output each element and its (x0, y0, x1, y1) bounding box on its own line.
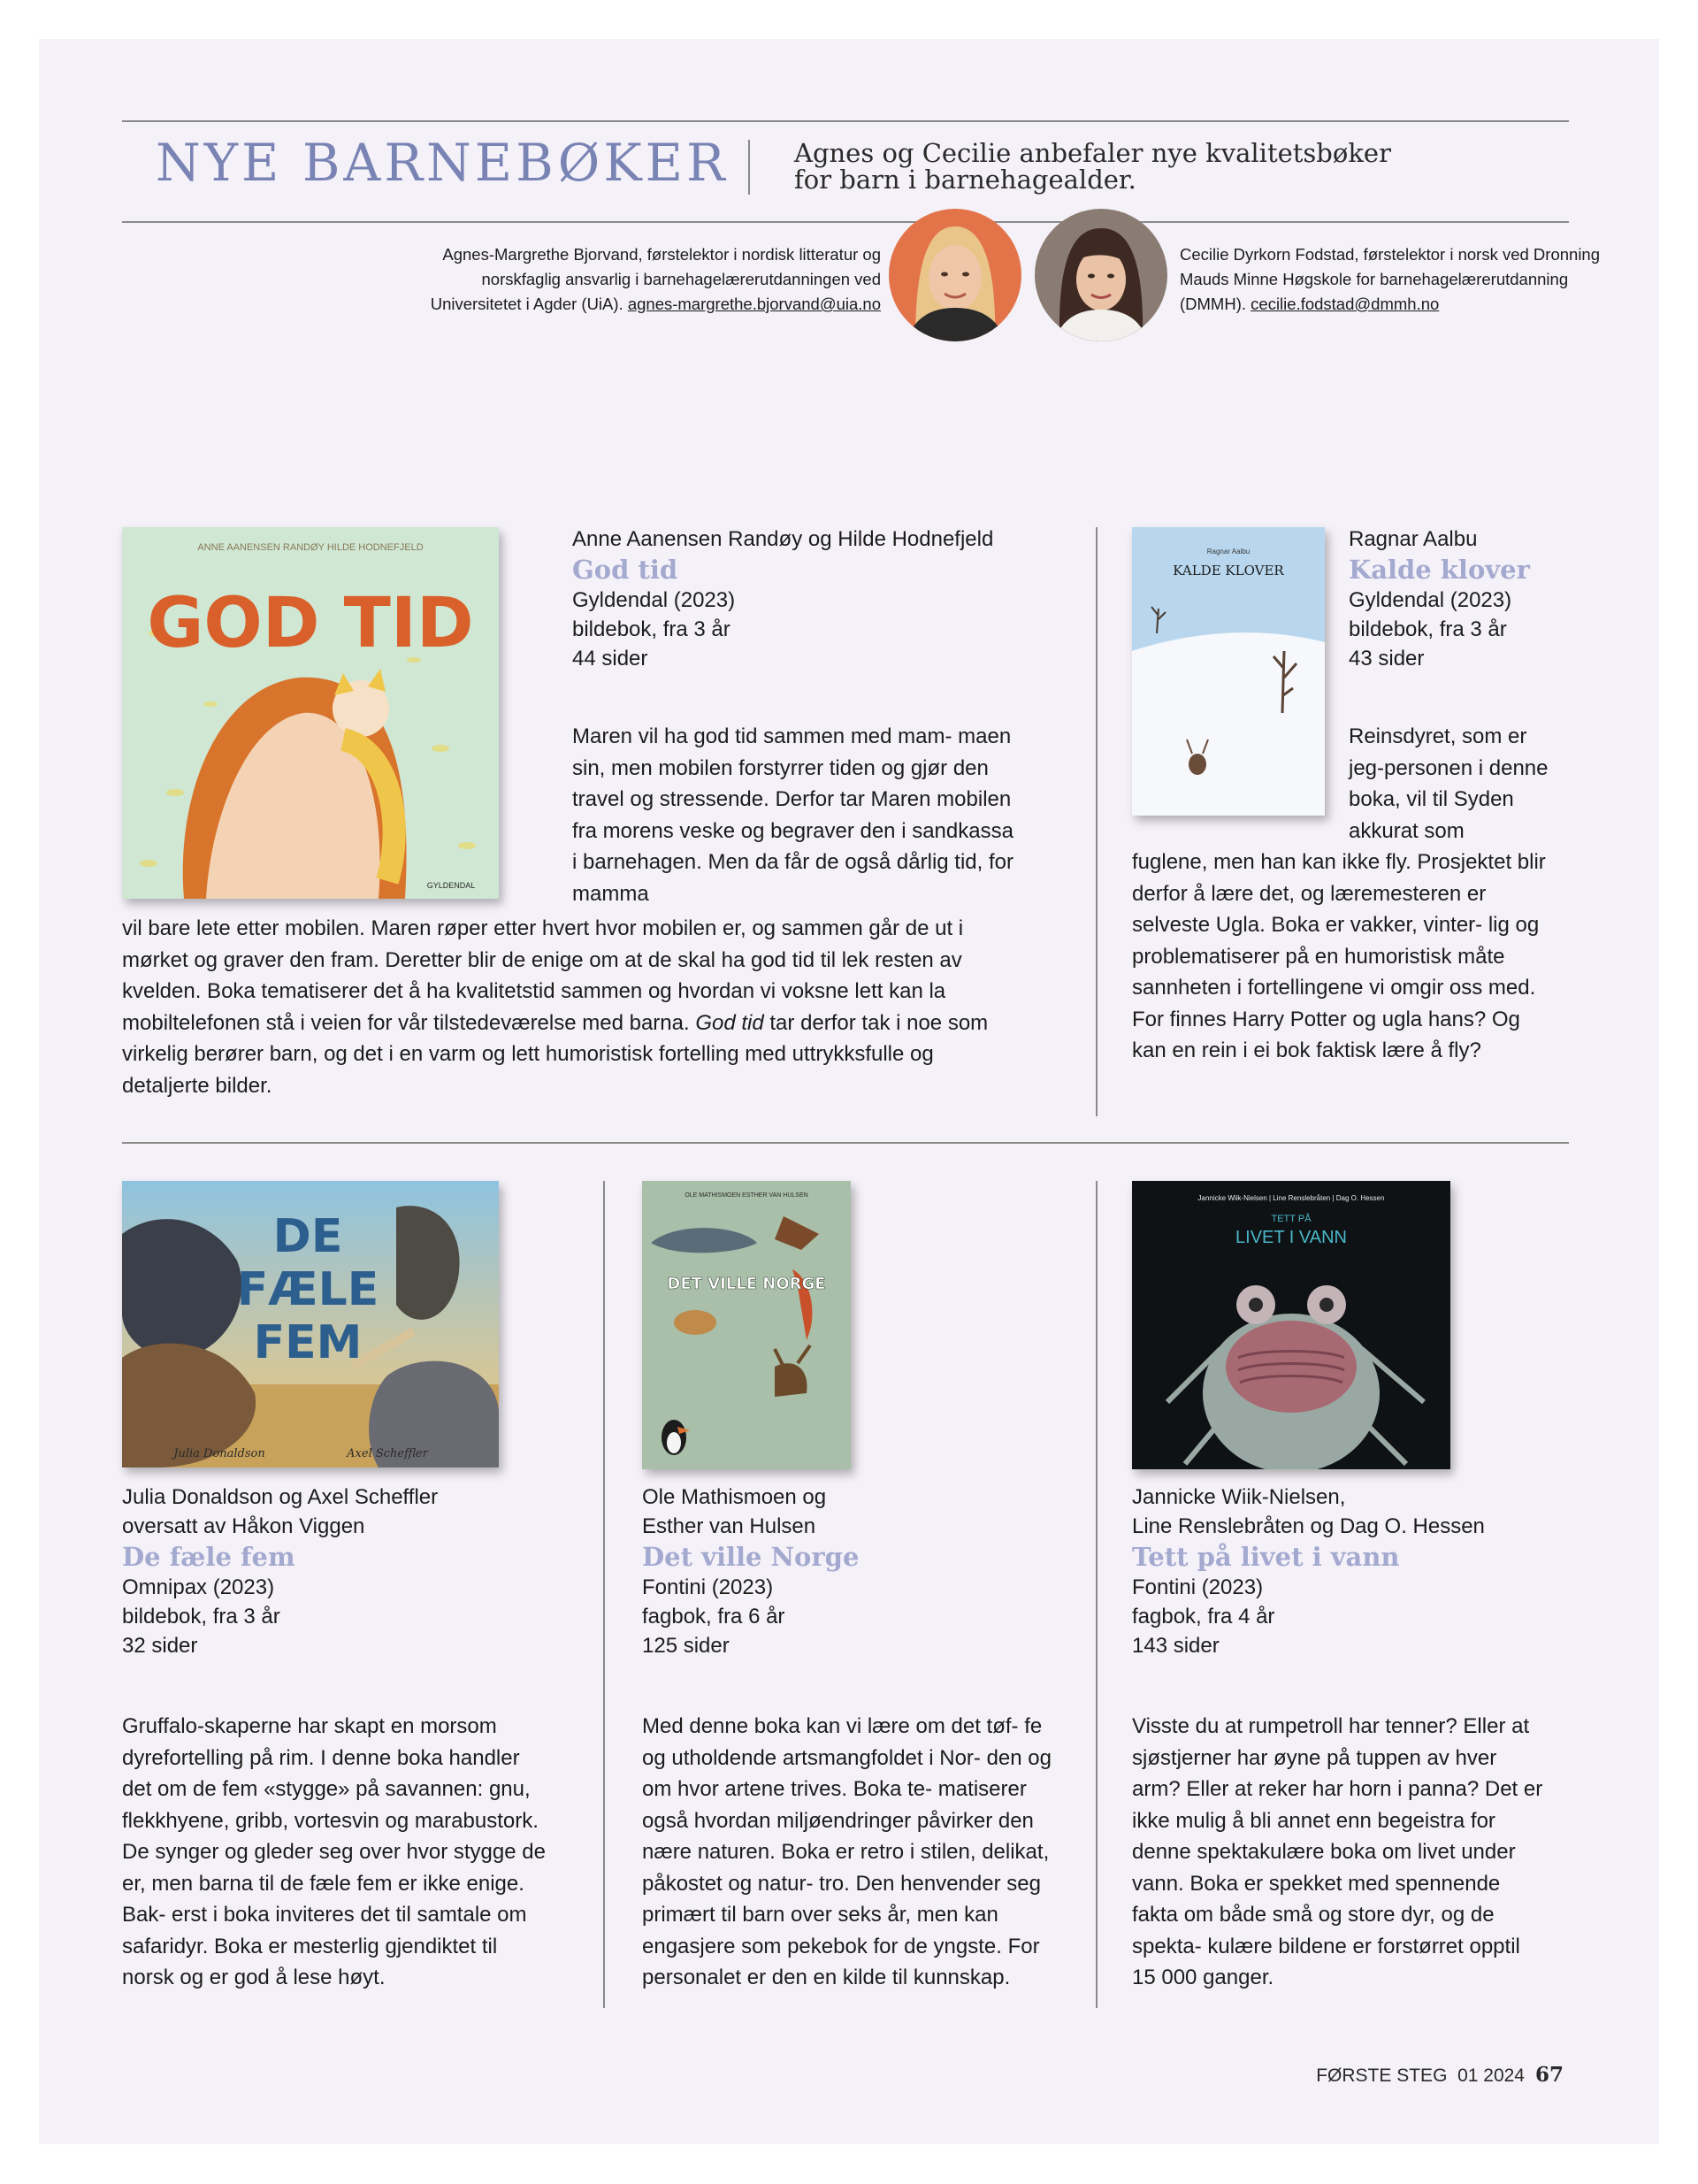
author-byline-cecilie (1180, 242, 1604, 317)
column-divider-left (603, 1181, 605, 2008)
book-type: bildebok, fra 3 år (122, 1605, 280, 1628)
header-divider (748, 140, 750, 195)
book-publisher: Fontini (2023) (642, 1575, 774, 1599)
book-publisher: Gyldendal (2023) (572, 588, 736, 612)
book-title: Det ville Norge (642, 1542, 860, 1572)
book-cover-god-tid (122, 527, 499, 899)
review-text-end: tar derfor tak i noe som virkelig berører barn, og det i en varm og lett humoristisk fortelling med uttrykksfulle og detaljerte bilder. (122, 1010, 989, 1098)
page-title: NYE BARNEBØKER (156, 133, 729, 193)
book-title: De fæle fem (122, 1542, 295, 1572)
book-pages: 143 sider (1132, 1634, 1220, 1658)
book-type: fagbok, fra 6 år (642, 1605, 785, 1628)
cover-subtitle: TETT PÅ (1271, 1214, 1312, 1224)
book-title: God tid (572, 555, 678, 585)
header-bottom-rule (122, 221, 1569, 223)
book-meta-det-ville-norge (642, 1483, 1067, 1660)
book-authors: Julia Donaldson og Axel Scheffler oversatt av Håkon Viggen (122, 1485, 439, 1538)
book-cover-tett-pa-livet-i-vann (1132, 1181, 1450, 1469)
book-meta-god-tid (572, 525, 1032, 673)
author-byline-agnes (389, 242, 881, 317)
page-number: 67 (1534, 2063, 1564, 2087)
author-email-link[interactable]: cecilie.fodstad@dmmh.no (1251, 295, 1440, 313)
author-email-link[interactable]: agnes-margrethe.bjorvand@uia.no (627, 295, 881, 313)
book-type: fagbok, fra 4 år (1132, 1605, 1275, 1628)
cover-title-line: DE (272, 1210, 343, 1263)
author-portrait-cecilie (1035, 209, 1167, 341)
review-italic-title: God tid (695, 1010, 764, 1035)
page-subtitle: Agnes og Cecilie anbefaler nye kvalitetsbøker for barn i barnehagealder. (794, 138, 1391, 195)
cover-author: Ragnar Aalbu (1206, 548, 1251, 556)
book-meta-kalde-klover (1349, 525, 1579, 673)
section-divider (122, 1142, 1569, 1144)
book-publisher: Fontini (2023) (1132, 1575, 1264, 1599)
cover-author-right: Axel Scheffler (347, 1447, 428, 1460)
review-text: vil bare lete etter mobilen. Maren røper etter hvert hvor mobilen er, og sammen går de ut i mørket og graver den fram. Deretter blir de enige om at de skal ha god tid til lek resten av kvelden. Boka tematiserer det å ha kvalitetstid sammen og hvordan vi voksne lett kan la mobiltelefonen stå i veien for vår tilstedeværelse med barna. (122, 916, 964, 1035)
book-meta-de-faele-fem (122, 1483, 547, 1660)
author-bio: Cecilie Dyrkorn Fodstad, førstelektor i norsk ved Dronning Mauds Minne Høgskole for barnehagelærerutdanning (DMMH). (1180, 245, 1601, 313)
cover-authors: ANNE AANENSEN RANDØY HILDE HODNEFJELD (197, 542, 424, 553)
book-pages: 44 sider (572, 647, 648, 671)
author-portrait-agnes (889, 209, 1021, 341)
book-type: bildebok, fra 3 år (1349, 617, 1507, 641)
cover-title: KALDE KLOVER (1173, 563, 1284, 579)
magazine-issue: FØRSTE STEG 01 2024 (1316, 2065, 1525, 2086)
book-authors: Ole Mathismoen og Esther van Hulsen (642, 1485, 827, 1538)
book-title: Kalde klover (1349, 555, 1530, 585)
book-pages: 125 sider (642, 1634, 730, 1658)
book-publisher: Gyldendal (2023) (1349, 588, 1512, 612)
book-title: Tett på livet i vann (1132, 1542, 1400, 1572)
header-top-rule (122, 120, 1569, 122)
book-pages: 32 sider (122, 1634, 198, 1658)
cover-authors: Jannicke Wiik-Nielsen | Line Renslebråten | Dag O. Hessen (1197, 1194, 1385, 1202)
book-review-tett-pa-livet-i-vann: Visste du at rumpetroll har tenner? Eller at sjøstjerner har øyne på tuppen av hver arm? Eller at reker har horn i panna? Det er ikke mulig å bli annet enn begeistra for denne spektakulære boka om livet under vann. Boka er spekket med spennende fakta om både små og store dyr, og de spekta- kulære bildene er forstørret opptil 15 000 ganger. (1132, 1714, 1543, 1989)
author-bio: Agnes-Margrethe Bjorvand, førstelektor i nordisk litteratur og norskfaglig ansvarlig i barnehagelærerutdanningen ved Universitetet i Agder (UiA). (430, 245, 881, 313)
book-review-lead: Maren vil ha god tid sammen med mam- maen sin, men mobilen forstyrrer tiden og gjør den travel og stressende. Derfor tar Maren mobilen fra morens veske og begraver den i sandkassa i barnehagen. Men da får de også dårlig tid, for mamma (572, 724, 1013, 906)
cover-title: LIVET I VANN (1235, 1228, 1347, 1247)
book-review-det-ville-norge: Med denne boka kan vi lære om det tøf- fe og utholdende artsmangfoldet i Nor- den og om hvor artene trives. Boka te- matiserer også hvordan miljøendringer påvirker den nære naturen. Boka er retro i stilen, delikat, påkostet og natur- tro. Den henvender seg primært til barn over seks år, men kan engasjere som pekebok for de yngste. For personalet er den en kilde til kunnskap. (642, 1714, 1052, 1989)
book-authors: Ragnar Aalbu (1349, 527, 1478, 551)
cover-title-line: FEM (253, 1316, 363, 1369)
book-cover-kalde-klover (1132, 527, 1325, 816)
cover-authors: OLE MATHISMOEN ESTHER VAN HULSEN (685, 1192, 808, 1199)
book-cover-det-ville-norge (642, 1181, 851, 1469)
cover-title: GOD TID (147, 584, 474, 663)
column-divider-right (1096, 1181, 1098, 2008)
book-publisher: Omnipax (2023) (122, 1575, 275, 1599)
book-pages: 43 sider (1349, 647, 1425, 671)
book-review-lead: Reinsdyret, som er jeg-personen i denne boka, vil til Syden akkurat som (1349, 724, 1549, 843)
book-cover-de-faele-fem (122, 1181, 499, 1467)
book-authors: Anne Aanensen Randøy og Hilde Hodnefjeld (572, 527, 994, 551)
book-meta-tett-pa-livet-i-vann (1132, 1483, 1574, 1660)
book-type: bildebok, fra 3 år (572, 617, 730, 641)
cover-publisher-logo: GYLDENDAL (426, 881, 476, 890)
page-footer (1316, 2063, 1564, 2087)
book-review-de-faele-fem: Gruffalo-skaperne har skapt en morsom dyrefortelling på rim. I denne boka handler det om de fem «stygge» på savannen: gnu, flekkhyene, gribb, vortesvin og marabustork. De synger og gleder seg over hvor stygge de er, men barna til de fæle fem er ikke enige. Bak- erst i boka inviteres det til samtale om safaridyr. Boka er mesterlig gjendiktet til norsk og er god å lese høyt. (122, 1714, 546, 1989)
column-divider-top (1096, 527, 1098, 1116)
book-authors: Jannicke Wiik-Nielsen, Line Renslebråten og Dag O. Hessen (1132, 1485, 1485, 1538)
cover-title-line: FÆLE (236, 1263, 379, 1316)
cover-author-left: Julia Donaldson (173, 1447, 265, 1460)
book-review-kalde-klover: fuglene, men han kan ikke fly. Prosjektet blir derfor å lære det, og læremesteren er selveste Ugla. Boka er vakker, vinter- lig og problematiserer på en humoristisk måte sannheten i fortellingene vi omgir oss med. For finnes Harry Potter og ugla hans? Og kan en rein i ei bok faktisk lære å fly? (1132, 850, 1546, 1062)
cover-title: DET VILLE NORGE (667, 1275, 826, 1293)
book-review-god-tid (122, 913, 1015, 1101)
